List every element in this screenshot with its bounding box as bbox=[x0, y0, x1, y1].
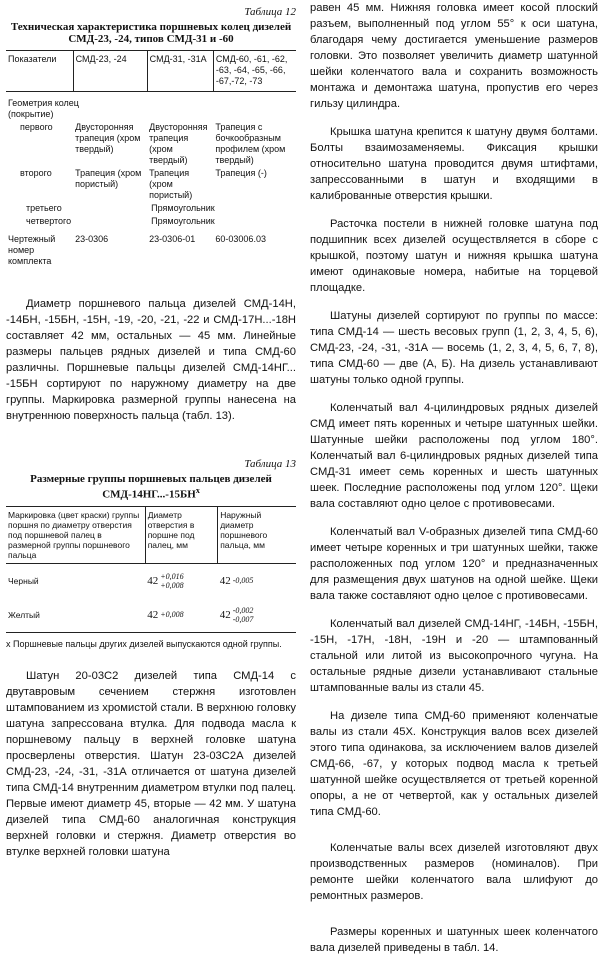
nominal-value: 42 bbox=[147, 608, 159, 621]
tolerance-cell bbox=[218, 598, 296, 633]
table12-header: СМД-60, -61, -62, -63, -64, -65, -66, -67,-72, -73 bbox=[213, 51, 296, 92]
table13-header-row bbox=[6, 506, 296, 563]
table12-caption: Таблица 12 bbox=[244, 6, 296, 18]
table13-header: Маркировка (цвет краски) группы поршня по диаметру отверстия под поршневой палец в размерной группы поршневого пальца bbox=[6, 506, 145, 563]
tolerance-cell bbox=[145, 563, 218, 598]
paragraph: Коленчатый вал 4-цилиндровых рядных дизелей СМД имеет пять коренных и четыре шатунных шейки. Шатунные шейки расположены под углом 180°. Коленчатый вал 6-цилиндровых рядных дизелей типа СМД-31 имеет семь коренных и шесть шатунных шеек. Последние расположены под углом 120°. Щеки вала составляют одно целое с противовесами. bbox=[310, 402, 598, 510]
nominal-value: 42 bbox=[219, 574, 231, 587]
table13-header: Наружный диаметр поршневого пальца, мм bbox=[218, 506, 296, 563]
paragraph: равен 45 мм. Нижняя головка имеет косой плоский разъем, выполненный под углом 55° к оси шатуна, благодаря чему достигается уменьшение размеров головки. Это позволяет увеличить диаметр шатунной шейки коленчатого вала и сохранить возможность монтажа и демонтажа шатуна, пропустив его через гильзу цилиндра. bbox=[310, 2, 598, 110]
paragraph: Шатун 20-03С2 дизелей типа СМД-14 с двутавровым сечением стержня изготовлен штампованием из хромистой стали. В верхнюю головку шатуна запрессована втулка. Для подвода масла к поршневому пальцу в верхней головке шатуна просверлены отверстия. Шатун 23-03С2А дизелей СМД-23, -24, -31, -31А отличается от шатуна дизелей типа СМД-14 внутренним диаметром втулки под палец. Первые имеют диаметр 45, вторые — 42 мм. У шатуна дизелей типа СМД-60 аналогичная конструкция верхней головки и стержня. Диаметр отверстия во втулке верхней головки шатуна bbox=[6, 669, 296, 858]
table12-title: Техническая характеристика поршневых колец дизелей СМД-23, -24, типов СМД-31 и -60 bbox=[10, 21, 292, 45]
table-row bbox=[6, 92, 296, 122]
row-label: второго bbox=[20, 168, 52, 178]
cell: Прямоугольник bbox=[151, 216, 215, 226]
right-column bbox=[310, 0, 598, 956]
row-label: первого bbox=[20, 122, 53, 132]
table13 bbox=[6, 506, 296, 633]
lower-deviation: -0,005 bbox=[232, 576, 254, 586]
paragraph: Коленчатый вал дизелей СМД-14НГ, -14БН, -15БН, -15Н, -17Н, -18Н, -19Н и -20 — штампованный стальной или литой из высокопрочного чугуна. На остальные рядные дизели устанавливают стальные штампованные валы из стали 45. bbox=[310, 618, 598, 694]
table-row bbox=[6, 121, 296, 167]
table12 bbox=[6, 50, 296, 268]
paragraph: Шатуны дизелей сортируют по группы по массе: типа СМД-14 — шесть весовых групп (1, 2, 3, 4, 5, 6), СМД-23, -24, -31, -31А — восемь (1, 2, 3, 4, 5, 6, 7, 8), типа СМД-60 — две (А, Б). На дизель устанавливают шатуны только одной группы. bbox=[310, 310, 598, 386]
table-row bbox=[6, 167, 296, 202]
cell: Трапеция с бочкообразным профилем (хром твердый) bbox=[215, 122, 286, 165]
row-label: Желтый bbox=[6, 598, 145, 633]
upper-deviation: +0,016 bbox=[160, 571, 184, 581]
table12-header-row bbox=[6, 51, 296, 92]
table-row bbox=[6, 215, 296, 228]
cell: Трапеция (хром пористый) bbox=[75, 168, 142, 189]
table13-footnote: x Поршневые пальцы других дизелей выпускаются одной группы. bbox=[6, 638, 282, 649]
cell: 23-0306 bbox=[75, 234, 109, 244]
nominal-value: 42 bbox=[147, 574, 159, 587]
table12-header: СМД-31, -31А bbox=[147, 51, 213, 92]
lower-deviation: -0,007 bbox=[232, 614, 254, 624]
table-row bbox=[6, 228, 296, 268]
paragraph: Расточка постели в нижней головке шатуна под подшипник всех дизелей осуществляется в сборе с крышкой, поэтому шатун и нижняя крышка шатуна имеют одинаковые номера, набитые на торцевой площадке. bbox=[310, 218, 598, 294]
cell: Двусторонняя трапеция (хром твердый) bbox=[75, 122, 141, 154]
table12-header: СМД-23, -24 bbox=[73, 51, 147, 92]
upper-deviation: -0,002 bbox=[232, 605, 254, 615]
paragraph: Крышка шатуна крепится к шатуну двумя болтами. Болты взаимозаменяемы. Фиксация крышки относительно шатуна проводится двумя штифтами, запрессованными в шатун и входящими в калиброванные отверстия крышки. bbox=[310, 126, 598, 202]
paragraph: Размеры коренных и шатунных шеек коленчатого вала дизелей приведены в табл. 14. bbox=[310, 926, 598, 954]
row-label: Чертежный номер комплекта bbox=[8, 234, 56, 266]
tolerance-cell bbox=[218, 563, 296, 598]
nominal-value: 42 bbox=[219, 608, 231, 621]
lower-deviation: +0,008 bbox=[160, 580, 184, 590]
cell: Трапеция (хром пористый) bbox=[149, 168, 193, 200]
table13-caption: Таблица 13 bbox=[244, 458, 296, 470]
tolerance-cell bbox=[145, 598, 218, 633]
table-row bbox=[6, 563, 296, 598]
row-label: четвертого bbox=[26, 216, 72, 226]
left-column bbox=[6, 6, 296, 860]
cell: Прямоугольник bbox=[151, 203, 215, 213]
upper-deviation: +0,008 bbox=[160, 610, 184, 620]
footnote-mark: x bbox=[195, 486, 200, 495]
table-row bbox=[6, 202, 296, 215]
cell: Трапеция (-) bbox=[215, 168, 267, 178]
row-label: третьего bbox=[26, 203, 62, 213]
paragraph: Коленчатые валы всех дизелей изготовляют двух производственных размеров (номиналов). При ремонте шейки коленчатого вала шлифуют до ремонтных размеров. bbox=[310, 842, 598, 902]
row-label: Геометрия колец (покрытие) bbox=[8, 98, 79, 119]
cell: Двусторонняя трапеция (хром твердый) bbox=[149, 122, 208, 165]
table13-title-text: Размерные группы поршневых пальцев дизелей СМД-14НГ...-15БН bbox=[30, 473, 272, 501]
cell: 23-0306-01 bbox=[149, 234, 196, 244]
paragraph: На дизеле типа СМД-60 применяют коленчатые валы из стали 45Х. Конструкция валов всех дизелей этого типа одинакова, за исключением валов дизелей СМД-66, -67, у которых подвод масла к третьей шатунной шейке осуществляется от третьей коренной опоры, а не от четвертой, как у остальных дизелей типа СМД-60. bbox=[310, 710, 598, 818]
paragraph: Коленчатый вал V-образных дизелей типа СМД-60 имеет четыре коренных и три шатунных шейки, также расположенных под углом 120° и предназначенных для размещения двух шатунов на одной шейке. Щеки вала также составляют одно целое с противовесами. bbox=[310, 526, 598, 602]
table13-title bbox=[6, 473, 296, 501]
table-row bbox=[6, 598, 296, 633]
cell: 60-03006.03 bbox=[215, 234, 266, 244]
table12-header: Показатели bbox=[6, 51, 73, 92]
row-label: Черный bbox=[8, 575, 39, 586]
table13-header: Диаметр отверстия в поршне под палец, мм bbox=[145, 506, 218, 563]
paragraph: Диаметр поршневого пальца дизелей СМД-14Н, -14БН, -15БН, -15Н, -19, -20, -21, -22 и СМД-17Н...-18Н составляет 42 мм, остальных — 45 мм. Линейные размеры пальцев рядных дизелей и типа СМД-60 различны. Поршневые пальцы дизелей СМД-14НГ... -15БН сортируют по наружному диаметру на две группы. Маркировка размерной группы нанесена на внутреннюю поверхность пальца (табл. 13). bbox=[6, 298, 296, 422]
